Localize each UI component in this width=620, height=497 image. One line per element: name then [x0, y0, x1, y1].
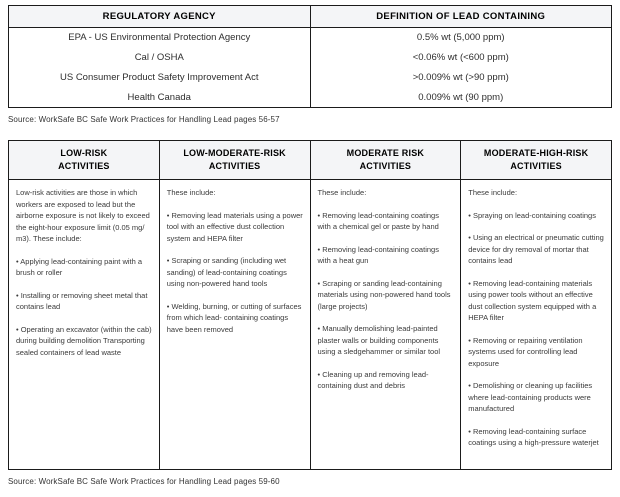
agency-name-cell: EPA - US Environmental Protection Agency — [68, 32, 251, 44]
agency-table-row — [9, 48, 611, 68]
agency-name-cell: US Consumer Product Safety Improvement Act — [59, 71, 259, 83]
risk-column-header — [9, 141, 159, 179]
regulatory-agency-table — [8, 5, 612, 108]
risk-column-header — [460, 141, 611, 179]
risk-bullet-item: • Applying lead-containing paint with a brush or roller — [16, 256, 143, 277]
risk-bullet-item: • Scraping or sanding (including wet sanding) of lead-containing coatings using non-powered hand tools — [166, 256, 287, 288]
risk-bullet-item: • Removing lead-containing coatings with a chemical gel or paste by hand — [317, 210, 439, 231]
risk-bullet-item: • Removing or repairing ventilation systems used for controlling lead exposure — [468, 335, 583, 368]
agency-name-cell: Cal / OSHA — [134, 52, 184, 64]
risk-activities-table — [8, 140, 612, 470]
risk-column-header-line: LOW-RISK — [60, 148, 108, 158]
risk-bullet-item: • Manually demolishing lead-painted plaster walls or building components using a sledgehammer or similar tool — [317, 324, 441, 356]
risk-bullet-item: • Removing lead materials using a power tool with an effective dust collection system and HEPA filter — [166, 210, 303, 243]
risk-bullet-item: • Spraying on lead-containing coatings — [468, 210, 596, 220]
risk-column-header-line: MODERATE-HIGH-RISK — [483, 148, 589, 158]
agency-table-row — [9, 28, 611, 48]
risk-table-body-row — [9, 180, 611, 469]
risk-bullet-item: • Removing lead-containing surface coatings using a high-pressure waterjet — [468, 426, 599, 447]
risk-column-header — [159, 141, 310, 179]
risk-column-content — [9, 180, 159, 469]
risk-table-header-row — [9, 141, 611, 180]
agency-table-row — [9, 68, 611, 88]
risk-bullet-item: • Demolishing or cleaning up facilities where lead-containing products were manufactured — [468, 381, 593, 413]
source-citation-top: Source: WorkSafe BC Safe Work Practices for Handling Lead pages 56-57 — [8, 115, 280, 124]
risk-column-header-line: ACTIVITIES — [58, 161, 110, 171]
agency-name-cell: Health Canada — [127, 91, 191, 103]
risk-column-header — [310, 141, 461, 179]
risk-intro-text: Low-risk activities are those in which workers are exposed to lead but the airborne exposure is not likely to exceed the eight-hour exposure limit (0.05 mg/ m3). These include: — [16, 188, 150, 243]
agency-table-body — [9, 28, 611, 107]
risk-bullet-item: • Removing lead-containing coatings with a heat gun — [317, 244, 439, 265]
risk-column-content — [460, 180, 611, 469]
lead-definition-cell: >0.009% wt (>90 ppm) — [310, 68, 612, 88]
risk-intro-text: These include: — [166, 188, 216, 197]
regulatory-agency-column-header: REGULATORY AGENCY — [102, 11, 216, 22]
risk-column-header-line: ACTIVITIES — [208, 161, 261, 171]
risk-intro-text: These include: — [468, 188, 518, 197]
risk-bullet-item: • Using an electrical or pneumatic cutting device for dry removal of mortar that contains lead — [468, 233, 604, 265]
lead-definition-cell: 0.009% wt (90 ppm) — [310, 87, 612, 107]
risk-bullet-item: • Cleaning up and removing lead-containing dust and debris — [317, 369, 429, 390]
risk-bullet-item: • Scraping or sanding lead-containing materials using non-powered hand tools (large projects) — [317, 278, 451, 311]
agency-table-row — [9, 87, 611, 107]
risk-column-header-line: LOW-MODERATE-RISK — [183, 148, 286, 158]
lead-definition-cell: <0.06% wt (<600 ppm) — [310, 48, 612, 68]
risk-bullet-item: • Removing lead-containing materials using power tools without an effective dust collection system equipped with a HEPA filter — [468, 278, 597, 322]
risk-intro-text: These include: — [317, 188, 367, 197]
risk-bullet-item: • Installing or removing sheet metal that contains lead — [16, 290, 148, 311]
lead-definition-column-header: DEFINITION OF LEAD CONTAINING — [310, 6, 612, 27]
risk-column-header-line: ACTIVITIES — [359, 161, 412, 171]
risk-column-content — [159, 180, 310, 469]
risk-bullet-item: • Operating an excavator (within the cab) during building demolition Transporting sealed containers of lead waste — [16, 324, 152, 357]
risk-column-content — [310, 180, 461, 469]
risk-column-header-line: ACTIVITIES — [510, 161, 562, 171]
lead-definition-cell: 0.5% wt (5,000 ppm) — [310, 28, 612, 48]
risk-bullet-item: • Welding, burning, or cutting of surfaces from which lead- containing coatings have been removed — [166, 301, 302, 334]
regulatory-table-header-row — [9, 6, 611, 28]
source-citation-bottom: Source: WorkSafe BC Safe Work Practices for Handling Lead pages 59-60 — [8, 477, 280, 486]
risk-column-header-line: MODERATE RISK — [346, 148, 425, 158]
